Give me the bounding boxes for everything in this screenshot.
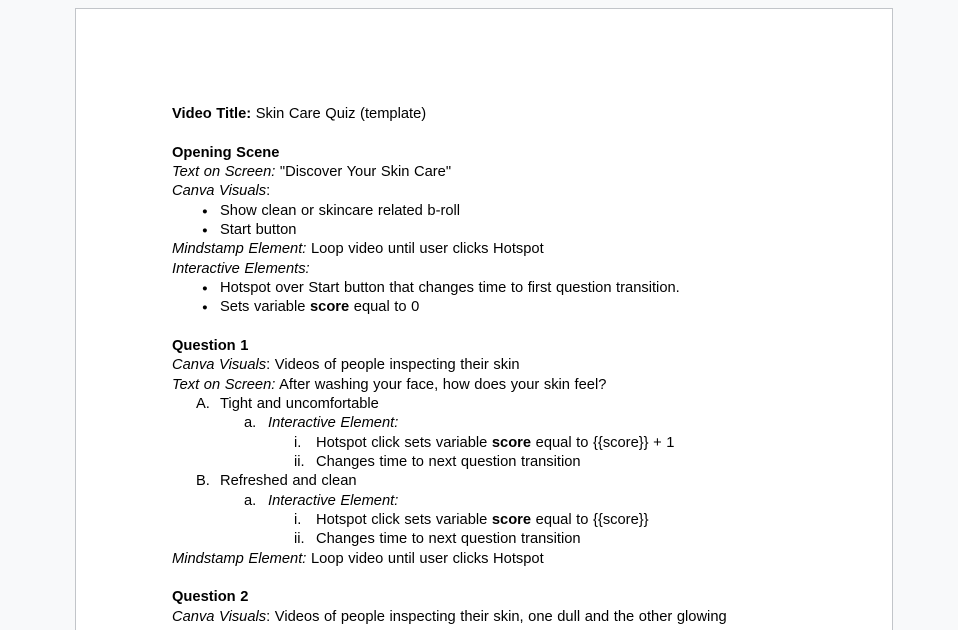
text-segment: Hotspot click sets variable: [316, 434, 492, 451]
text-segment: Mindstamp Element:: [172, 550, 307, 567]
text-segment: Interactive Elements:: [172, 260, 310, 277]
list-item-text: [316, 511, 796, 530]
list-item: [172, 414, 796, 433]
document-page[interactable]: [75, 8, 893, 630]
list-item-text: [220, 279, 796, 298]
text-segment: Hotspot over Start button that changes time to first question transition.: [220, 279, 680, 296]
list-item-text: [220, 221, 796, 240]
blank-line: [172, 318, 796, 337]
text-segment: Loop video until user clicks Hotspot: [306, 241, 544, 258]
list-marker: ●: [202, 302, 208, 314]
list-item-text: [268, 414, 796, 433]
blank-line: [172, 569, 796, 588]
list-item-text: [220, 472, 796, 491]
list-item-text: [220, 298, 796, 317]
list-item-text: [220, 395, 796, 414]
list-item: [172, 453, 796, 472]
list-item: [172, 434, 796, 453]
list-item: [172, 221, 796, 240]
text-segment: Opening Scene: [172, 144, 280, 161]
list-item: [172, 530, 796, 549]
list-marker: ii.: [294, 453, 305, 470]
text-segment: score: [310, 299, 350, 316]
text-segment: "Discover Your Skin Care": [275, 163, 452, 180]
list-marker: A.: [196, 395, 210, 412]
list-item: [172, 298, 796, 317]
list-item: [172, 202, 796, 221]
text-segment: Hotspot click sets variable: [316, 511, 492, 528]
list-item: [172, 492, 796, 511]
text-segment: Changes time to next question transition: [316, 531, 581, 548]
text-segment: :: [266, 183, 271, 200]
text-segment: equal to {{score}} + 1: [531, 434, 675, 451]
paragraph-line: [172, 588, 796, 607]
paragraph-line: [172, 550, 796, 569]
text-segment: Text on Screen:: [172, 376, 276, 393]
list-item-text: [268, 492, 796, 511]
blank-line: [172, 124, 796, 143]
text-segment: Tight and uncomfortable: [220, 395, 379, 412]
paragraph-line: [172, 337, 796, 356]
text-segment: Canva Visuals: [172, 357, 267, 374]
list-item-text: [316, 453, 796, 472]
text-segment: score: [491, 434, 532, 451]
text-segment: Show clean or skincare related b-roll: [220, 202, 461, 219]
list-item: [172, 511, 796, 530]
text-segment: Question 1: [172, 337, 249, 354]
list-item: [172, 395, 796, 414]
paragraph-line: [172, 356, 796, 375]
text-segment: : Videos of people inspecting their skin: [266, 357, 520, 374]
text-segment: Question 2: [172, 589, 249, 606]
list-marker: ●: [202, 205, 208, 217]
text-segment: : Videos of people inspecting their skin, one dull and the other glowing: [266, 608, 727, 625]
text-segment: Canva Visuals: [172, 183, 267, 200]
text-segment: Start button: [220, 221, 297, 238]
paragraph-line: [172, 182, 796, 201]
paragraph-line: [172, 260, 796, 279]
text-segment: Interactive Element:: [268, 492, 399, 509]
list-marker: a.: [244, 492, 257, 509]
paragraph-line: [172, 163, 796, 182]
text-segment: Mindstamp Element:: [172, 241, 307, 258]
text-segment: Interactive Element:: [268, 415, 399, 432]
paragraph-line: [172, 144, 796, 163]
text-segment: Sets variable: [220, 299, 310, 316]
text-segment: Video Title:: [172, 106, 256, 122]
paragraph-line: [172, 376, 796, 395]
text-segment: score: [491, 511, 532, 528]
list-marker: i.: [294, 434, 302, 451]
text-segment: Canva Visuals: [172, 608, 267, 625]
paragraph-line: [172, 105, 796, 124]
list-item: [172, 472, 796, 491]
list-item-text: [316, 530, 796, 549]
list-marker: ●: [202, 224, 208, 236]
text-segment: Loop video until user clicks Hotspot: [306, 550, 544, 567]
list-marker: ii.: [294, 531, 305, 548]
text-segment: equal to 0: [349, 299, 420, 316]
paragraph-line: [172, 240, 796, 259]
list-item-text: [220, 202, 796, 221]
list-marker: a.: [244, 415, 257, 432]
text-segment: Refreshed and clean: [220, 473, 357, 490]
text-segment: equal to {{score}}: [531, 511, 649, 528]
list-marker: i.: [294, 511, 302, 528]
text-segment: Skin Care Quiz (template): [255, 106, 427, 122]
text-segment: Changes time to next question transition: [316, 453, 581, 470]
paragraph-line: [172, 608, 796, 627]
text-segment: After washing your face, how does your skin feel?: [275, 376, 607, 393]
text-segment: Text on Screen:: [172, 163, 276, 180]
document-content: [76, 9, 892, 627]
list-item-text: [316, 434, 796, 453]
list-marker: B.: [196, 473, 210, 490]
list-marker: ●: [202, 282, 208, 294]
list-item: [172, 279, 796, 298]
